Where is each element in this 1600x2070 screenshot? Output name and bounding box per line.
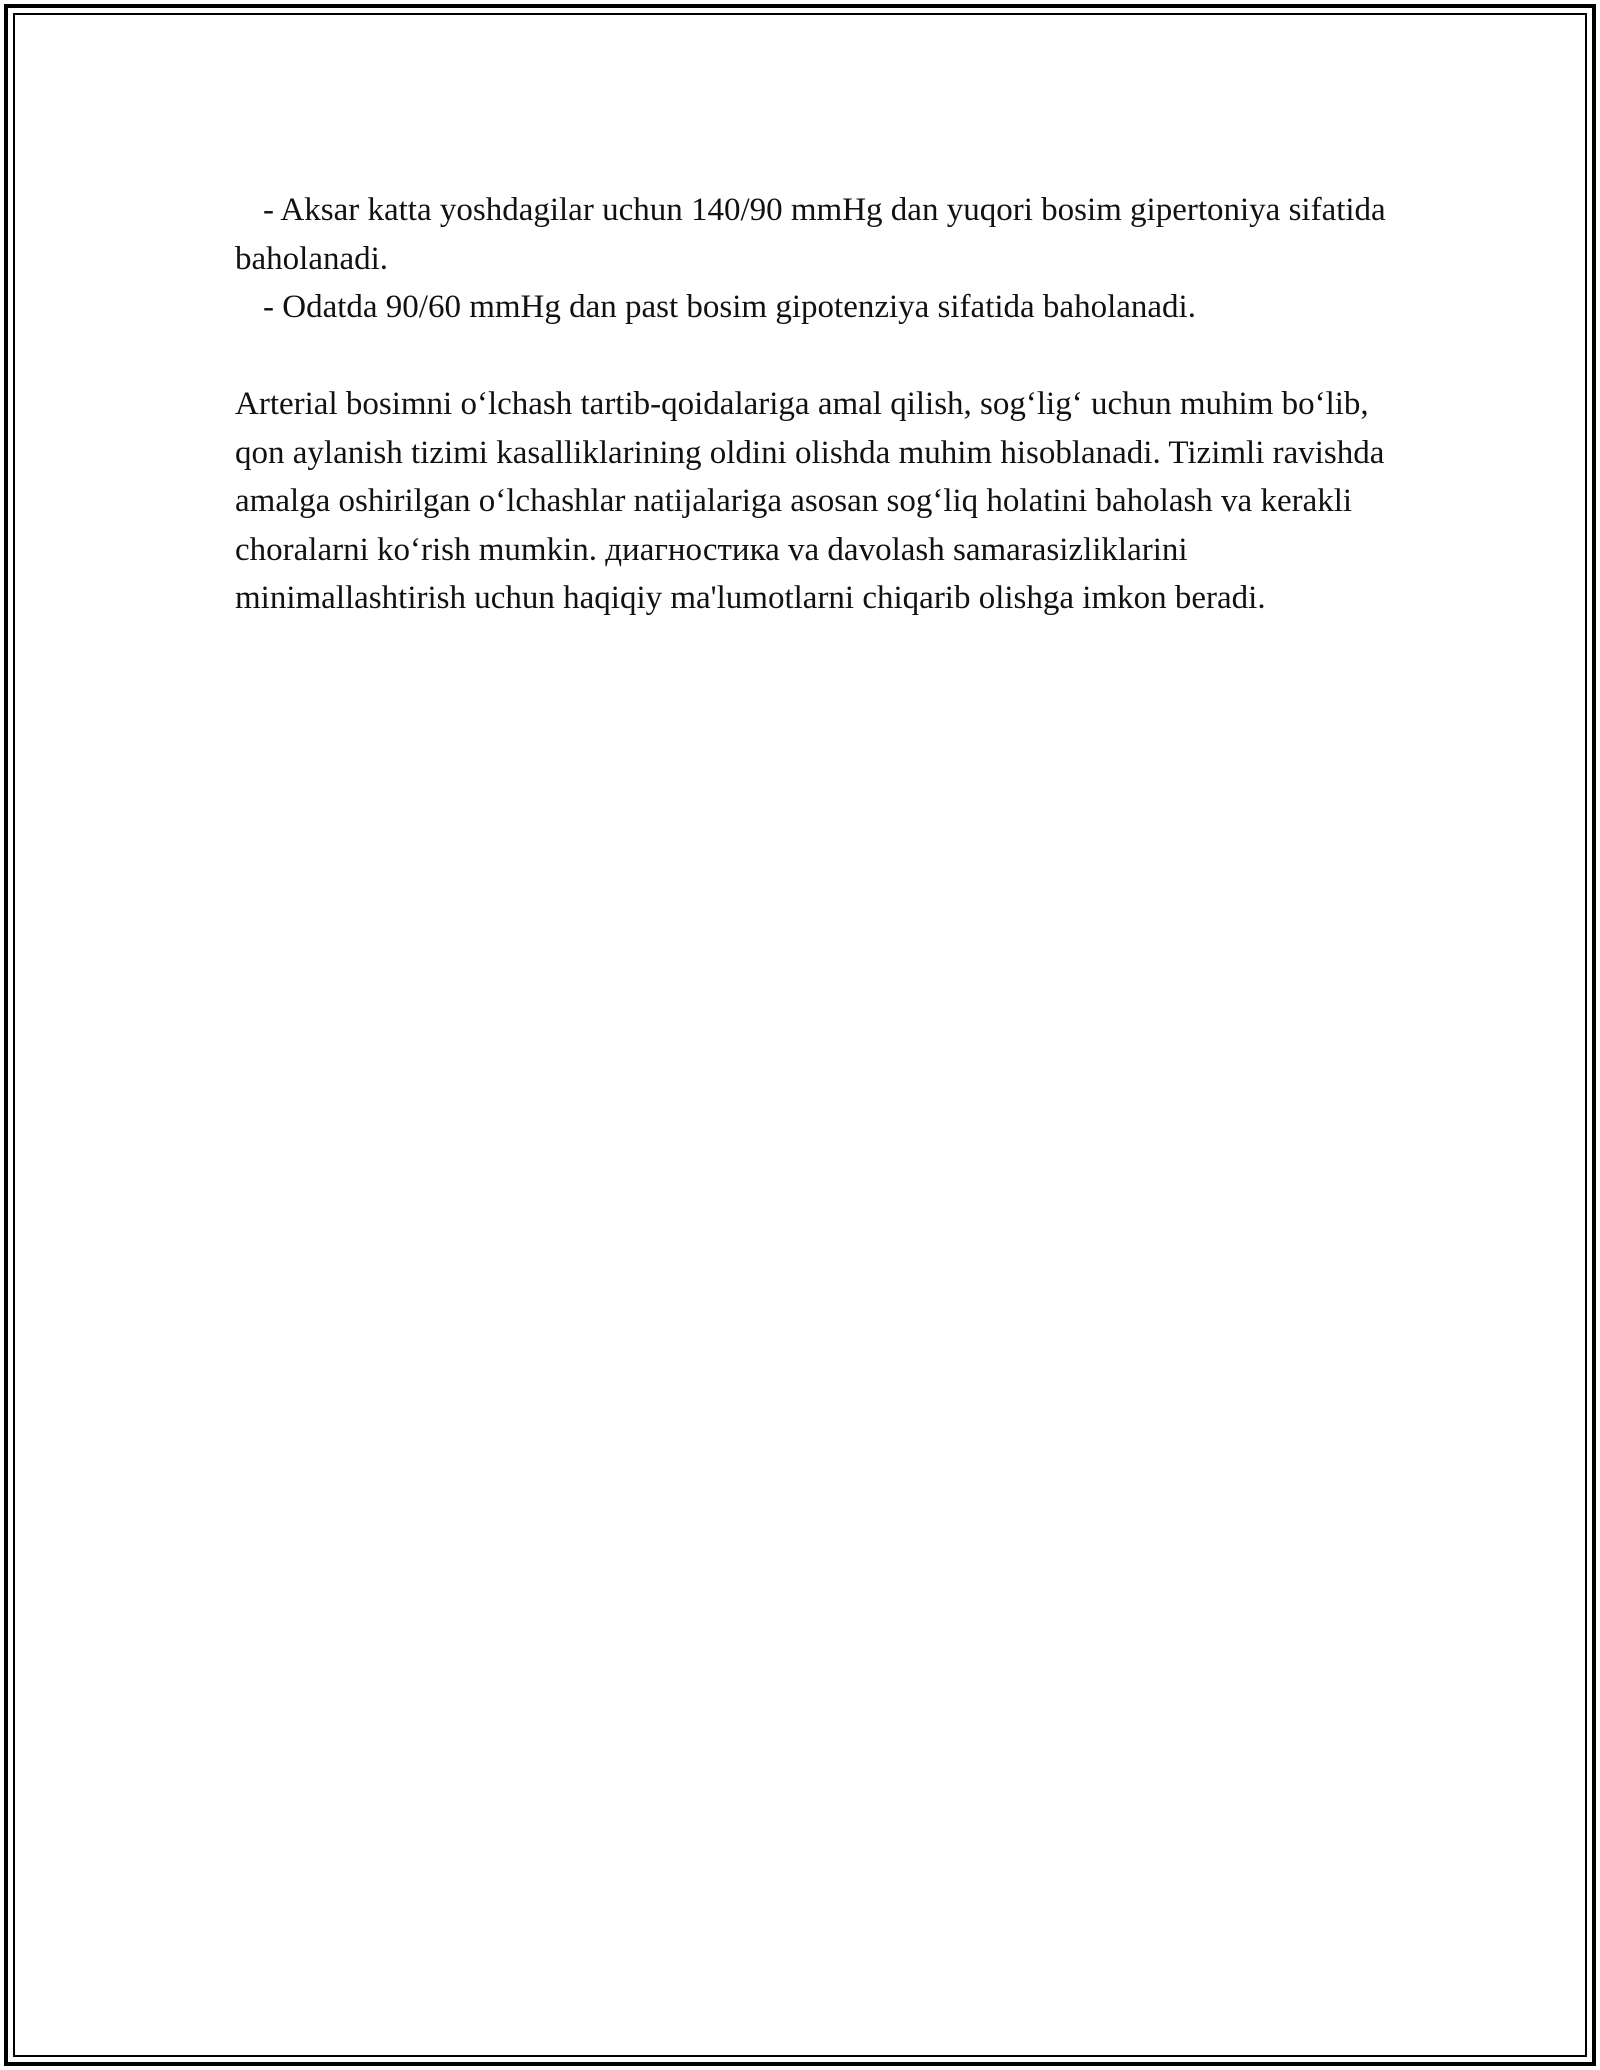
bullet-item-hypertension: - Aksar katta yoshdagilar uchun 140/90 mmHg dan yuqori bosim gipertoniya sifatida baholanadi. [235,192,1386,277]
body-paragraph: Arterial bosimni o‘lchash tartib-qoidalariga amal qilish, sog‘lig‘ uchun muhim bo‘lib, qon aylanish tizimi kasalliklarining oldini olishda muhim hisoblanadi. Tizimli ravishda amalga oshirilgan o‘lchashlar natijalariga asosan sog‘liq holatini baholash va kerakli choralarni ko‘rish mumkin. диагностика va davolash samarasizliklarini minimallashtirish uchun haqiqiy ma'lumotlarni chiqarib olishga imkon beradi. [235,386,1385,616]
document-body [235,186,1395,623]
paragraph-spacer [235,332,1395,381]
bullet-item-hypotension: - Odatda 90/60 mmHg dan past bosim gipotenziya sifatida baholanadi. [263,289,1196,325]
